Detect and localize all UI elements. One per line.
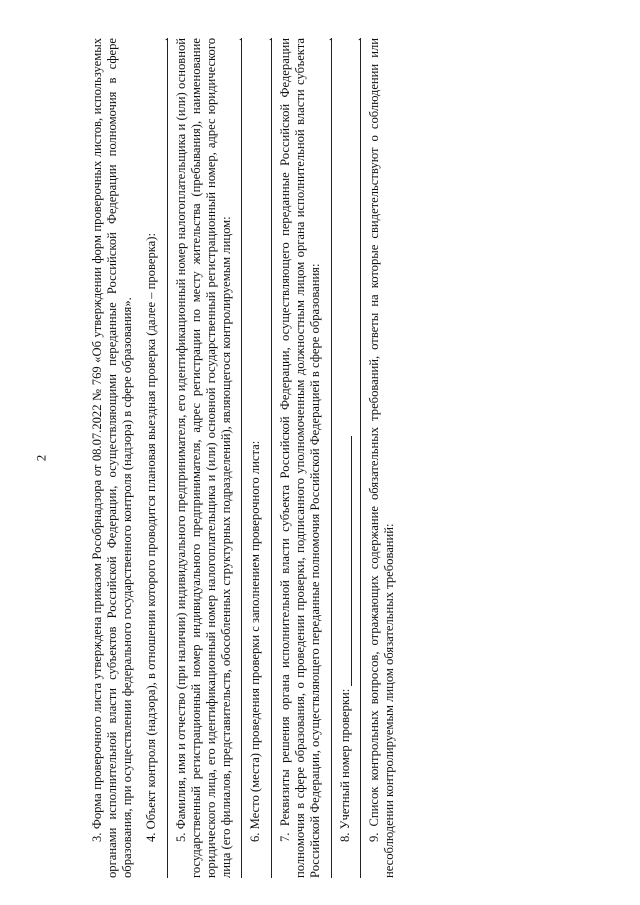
page-number: 2	[33, 454, 49, 462]
fill-line-5-period: .	[230, 38, 245, 41]
paragraph-5	[174, 38, 245, 878]
fill-line-8-period: .	[349, 38, 364, 41]
paragraph-6	[248, 38, 275, 878]
document-body	[90, 38, 405, 878]
paragraph-8	[338, 38, 362, 878]
paragraph-4	[144, 38, 171, 878]
paragraph-9-text: 9. Список контрольных вопросов, отражающих содержание обязательных требований, ответы на которые свидетельствуют о соблюдении или несоблюдении контролируемым лицом обязательных требований:	[367, 38, 397, 878]
paragraph-3	[90, 38, 134, 878]
paragraph-8-text: 8. Учетный номер проверки:	[337, 688, 352, 842]
fill-line-7	[319, 38, 334, 878]
fill-line-8	[339, 436, 352, 686]
fill-line-6-period: .	[260, 38, 275, 41]
paragraph-3-text: 3. Форма проверочного листа утверждена приказом Рособрнадзора от 08.07.2022 № 769 «Об утверждении форм проверочных листов, используемых органами исполнительной власти субъектов Российской Федерации, осуществляющими переданные Российской Федерации полномочия в сфере образования, при осуществлении федерального государственного контроля (надзора) в сфере образования».	[90, 38, 134, 878]
fill-line-6	[260, 38, 275, 878]
fill-line-4	[156, 38, 171, 878]
paragraph-7	[278, 38, 334, 878]
paragraph-7-text: 7. Реквизиты решения органа исполнительной власти субъекта Российской Федерации, осуществляющего переданные Российской Федерации полномочия в сфере образования, о проведении проверки, подписанного уполномоченным должностным лицом органа исполнительной власти субъекта Российской Федерации, осуществляющего переданные полномочия Российской Федерацией в сфере образования:	[278, 38, 322, 878]
fill-line-7-period: .	[319, 38, 334, 41]
fill-line-4-period: .	[156, 38, 171, 41]
paragraph-5-text: 5. Фамилия, имя и отчество (при наличии) индивидуального предпринимателя, его идентификационный номер налогоплательщика и (или) основной государственный регистрационный номер индивидуального предпринимателя, адрес регистрации по месту жительства (пребывания), наименование юридического лица, его идентификационный номер налогоплательщика и (или) основной государственный регистрационный номер, адрес юридического лица (его филиалов, представительств, обособленных структурных подразделений), являющегося контролируемым лицом:	[174, 38, 233, 878]
fill-line-8-rule	[349, 38, 364, 878]
paragraph-6-text: 6. Место (места) проведения проверки с заполнением проверочного листа:	[248, 440, 263, 842]
paragraph-9	[367, 38, 397, 878]
fill-line-5	[230, 38, 245, 878]
paragraph-4-text: 4. Объект контроля (надзора), в отношении которого проводится плановая выездная проверка (далее – проверка):	[144, 233, 159, 842]
